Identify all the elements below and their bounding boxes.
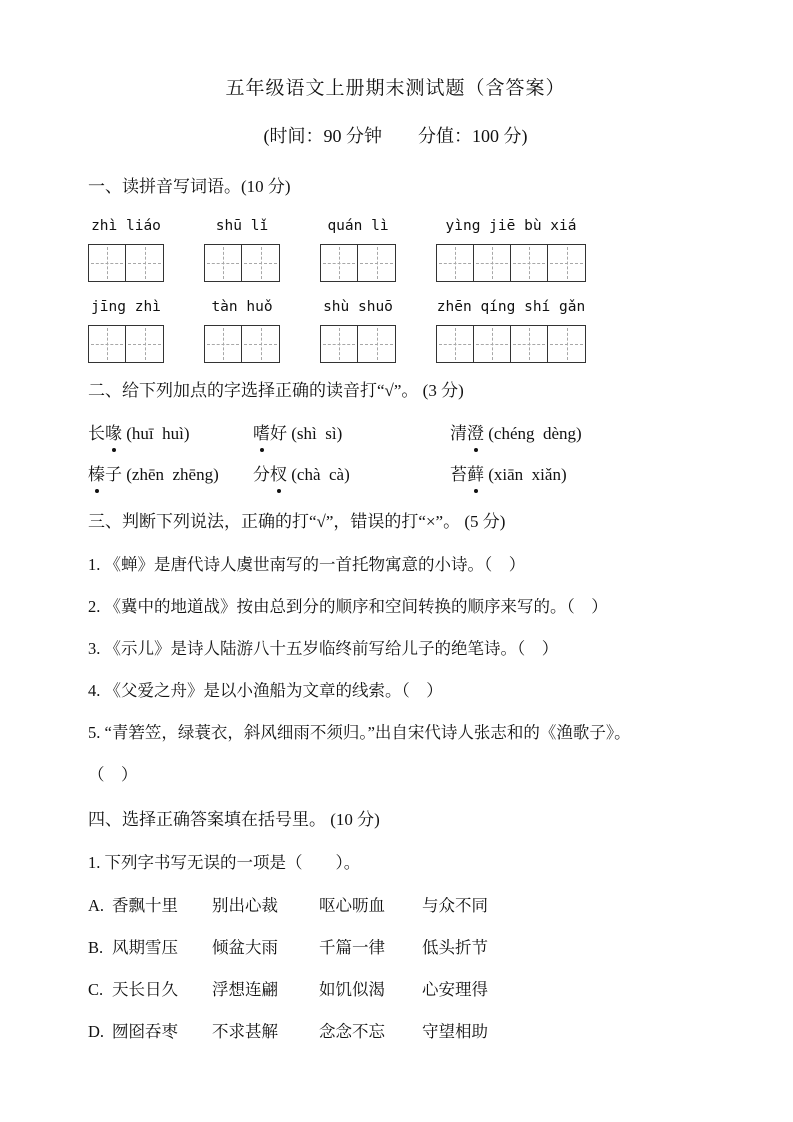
pinyin-word-block [204, 298, 280, 363]
judge-item: 2. 《冀中的地道战》按由总到分的顺序和空间转换的顺序来写的。（ ） [88, 597, 608, 616]
writing-cell [321, 245, 358, 281]
writing-cell [437, 245, 474, 281]
pinyin-word-block [320, 217, 396, 282]
char-dotted: 嗜 [253, 421, 270, 447]
pinyin-label: tàn huǒ [211, 299, 273, 315]
writing-cell [89, 326, 126, 362]
pinyin-options: (zhēn zhēng) [126, 465, 219, 484]
writing-grid [320, 325, 396, 363]
pinyin-label: yìng jiē bù xiá [445, 218, 577, 234]
writing-cell [205, 245, 242, 281]
pronounce-row-1 [88, 421, 703, 447]
option-phrase: 浮想连翩 [212, 980, 278, 999]
pinyin-options: (shì sì) [291, 424, 343, 443]
writing-grid [88, 325, 164, 363]
pronounce-row-2 [88, 462, 703, 488]
char-plain: 长 [88, 424, 105, 443]
writing-grid [204, 325, 280, 363]
choice-question-1: 1. 下列字书写无误的一项是（ ）。 [88, 853, 361, 872]
choice-option-row [88, 935, 703, 960]
pinyin-word-block [436, 217, 586, 282]
section1-heading: 一、读拼音写词语。(10 分) [88, 177, 291, 196]
char-plain: 苔 [450, 465, 467, 484]
option-phrase: 与众不同 [422, 896, 488, 915]
pronounce-item [253, 462, 450, 488]
writing-cell [205, 326, 242, 362]
option-phrase: 低头折节 [422, 938, 488, 957]
pinyin-label: zhì liáo [91, 218, 161, 234]
option-phrase: 香飘十里 [112, 896, 178, 915]
option-phrase: 心安理得 [422, 980, 488, 999]
pinyin-row-2 [88, 298, 703, 363]
judge-item: 3. 《示儿》是诗人陆游八十五岁临终前写给儿子的绝笔诗。（ ） [88, 639, 559, 658]
pronounce-item [253, 421, 450, 447]
pinyin-word-block [204, 217, 280, 282]
choice-option-row [88, 893, 703, 918]
pinyin-label: quán lì [327, 218, 389, 234]
option-phrase: 呕心呖血 [319, 896, 385, 915]
writing-cell [474, 326, 511, 362]
option-phrase: 守望相助 [422, 1022, 488, 1041]
option-label: B. [88, 938, 104, 957]
writing-cell [126, 326, 163, 362]
section4-heading: 四、选择正确答案填在括号里。 (10 分) [88, 810, 380, 829]
option-label: D. [88, 1022, 105, 1041]
pinyin-options: (chà cà) [291, 465, 350, 484]
option-label: C. [88, 980, 104, 999]
writing-cell [358, 326, 395, 362]
writing-cell [242, 326, 279, 362]
pinyin-label: shù shuō [323, 299, 393, 315]
pinyin-row-1 [88, 217, 703, 282]
option-phrase: 不求甚解 [212, 1022, 278, 1041]
char-dotted: 澄 [467, 421, 484, 447]
writing-cell [511, 245, 548, 281]
option-phrase: 千篇一律 [319, 938, 385, 957]
judge-item: 1. 《蝉》是唐代诗人虞世南写的一首托物寓意的小诗。（ ） [88, 555, 526, 574]
char-dotted: 藓 [467, 462, 484, 488]
writing-grid [436, 325, 586, 363]
writing-cell [548, 326, 585, 362]
writing-grid [320, 244, 396, 282]
writing-grid [204, 244, 280, 282]
writing-cell [321, 326, 358, 362]
option-phrase: 囫囵吞枣 [112, 1022, 178, 1041]
option-phrase: 别出心裁 [212, 896, 278, 915]
char-plain: 子 [105, 465, 122, 484]
choice-option-row [88, 977, 703, 1002]
writing-cell [474, 245, 511, 281]
pronounce-item [450, 462, 567, 488]
option-phrase: 天长日久 [112, 980, 178, 999]
char-dotted: 喙 [105, 421, 122, 447]
pinyin-label: zhēn qíng shí gǎn [436, 299, 586, 315]
writing-cell [548, 245, 585, 281]
writing-grid [436, 244, 586, 282]
pronounce-item [450, 421, 582, 447]
writing-cell [511, 326, 548, 362]
section3-heading: 三、判断下列说法，正确的打“√”，错误的打“×”。 (5 分) [88, 512, 506, 531]
pinyin-options: (huī huì) [126, 424, 190, 443]
judge-item: 5. “青箬笠，绿蓑衣，斜风细雨不须归。”出自宋代诗人张志和的《渔歌子》。 [88, 723, 631, 742]
section2-heading: 二、给下列加点的字选择正确的读音打“√”。 (3 分) [88, 381, 464, 400]
char-dotted: 榛 [88, 462, 105, 488]
char-plain: 清 [450, 424, 467, 443]
char-dotted: 杈 [270, 462, 287, 488]
paper-title: 五年级语文上册期末测试题（含答案） [225, 78, 566, 99]
pinyin-word-block [320, 298, 396, 363]
pinyin-word-block [88, 217, 164, 282]
pinyin-word-block [436, 298, 586, 363]
pinyin-options: (xiān xiǎn) [488, 465, 567, 484]
writing-cell [242, 245, 279, 281]
pinyin-options: (chéng dèng) [488, 424, 582, 443]
writing-cell [126, 245, 163, 281]
paper-subtitle: (时间：90 分钟 分值：100 分) [263, 126, 528, 146]
char-plain: 分 [253, 465, 270, 484]
writing-grid [88, 244, 164, 282]
char-plain: 好 [270, 424, 287, 443]
writing-cell [358, 245, 395, 281]
writing-cell [437, 326, 474, 362]
option-phrase: 风期雪压 [112, 938, 178, 957]
judge-item-answer-parens: （ ） [88, 765, 138, 784]
pinyin-label: shū lǐ [215, 218, 269, 234]
pronounce-item [88, 462, 253, 488]
pinyin-word-block [88, 298, 164, 363]
pronounce-item [88, 421, 253, 447]
option-phrase: 倾盆大雨 [212, 938, 278, 957]
pinyin-label: jīng zhì [91, 299, 161, 315]
option-phrase: 如饥似渴 [319, 980, 385, 999]
judge-item: 4. 《父爱之舟》是以小渔船为文章的线索。（ ） [88, 681, 443, 700]
choice-option-row [88, 1019, 703, 1044]
option-label: A. [88, 896, 105, 915]
writing-cell [89, 245, 126, 281]
option-phrase: 念念不忘 [319, 1022, 385, 1041]
